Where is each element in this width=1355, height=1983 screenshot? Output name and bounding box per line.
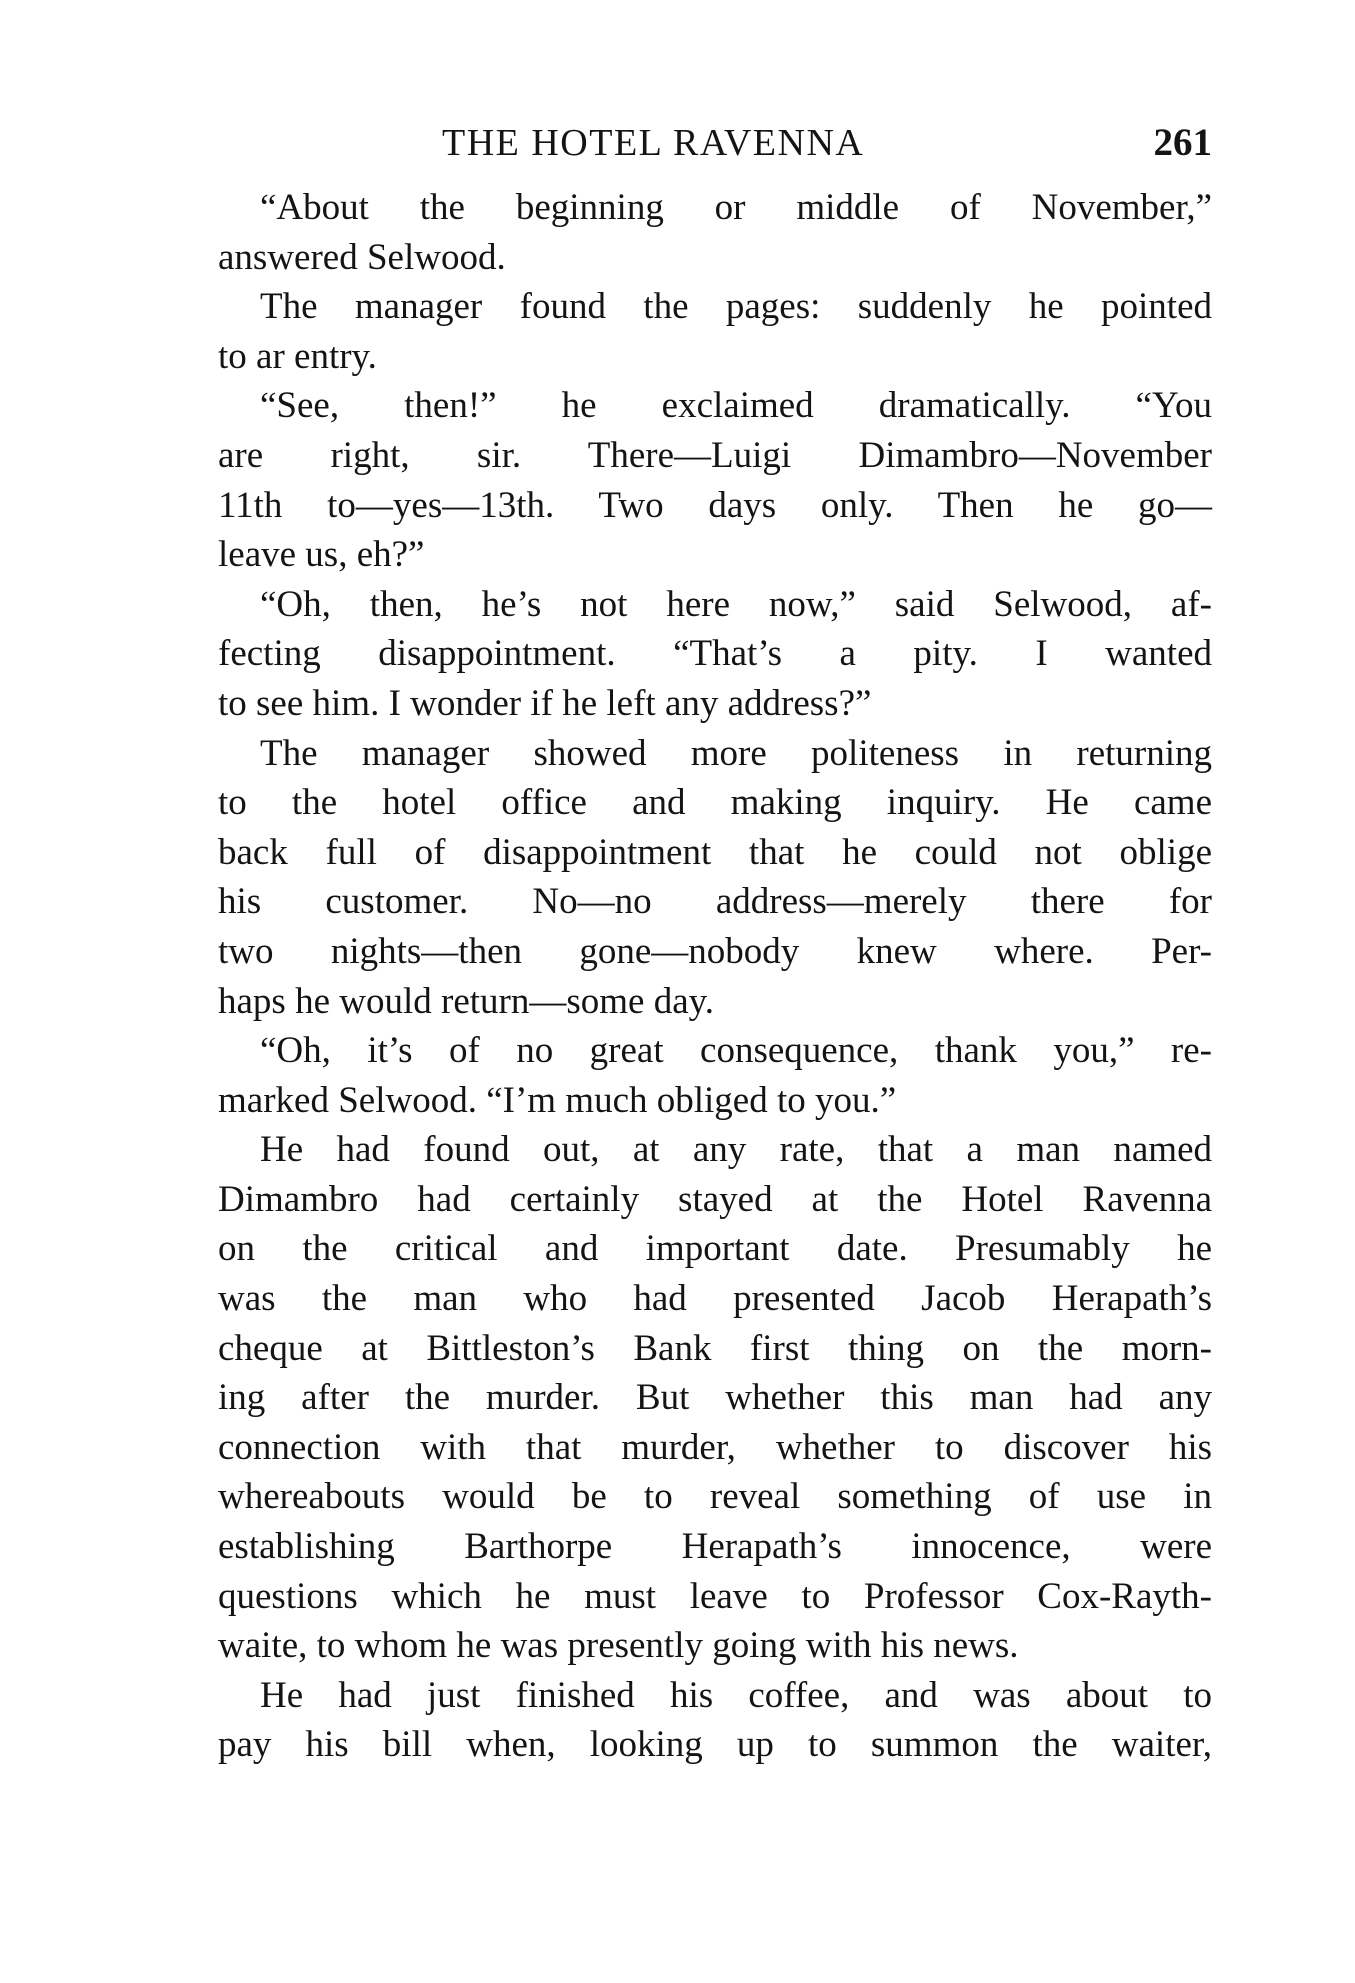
text-line: 11th to—yes—13th. Two days only. Then he go— bbox=[218, 484, 1212, 526]
text-line: to see him. I wonder if he left any address?” bbox=[218, 682, 872, 724]
text-line: haps he would return—some day. bbox=[218, 980, 714, 1022]
text-line: his customer. No—no address—merely there for bbox=[218, 881, 1212, 923]
text-line: back full of disappointment that he could not oblige bbox=[218, 831, 1212, 873]
running-title: THE HOTEL RAVENNA bbox=[442, 122, 865, 164]
text-line: to ar entry. bbox=[218, 335, 377, 377]
text-line: establishing Barthorpe Herapath’s innocence, were bbox=[218, 1526, 1212, 1568]
text-line: He had just finished his coffee, and was about to bbox=[260, 1674, 1212, 1716]
text-line: two nights—then gone—nobody knew where. Per- bbox=[218, 930, 1212, 972]
text-line: cheque at Bittleston’s Bank first thing on the morn- bbox=[218, 1327, 1212, 1369]
text-line: “See, then!” he exclaimed dramatically. “You bbox=[260, 385, 1212, 427]
text-line: “Oh, then, he’s not here now,” said Selwood, af- bbox=[260, 583, 1212, 625]
text-line: are right, sir. There—Luigi Dimambro—November bbox=[218, 434, 1212, 476]
text-line: Dimambro had certainly stayed at the Hotel Ravenna bbox=[218, 1178, 1212, 1220]
page-number: 261 bbox=[1153, 121, 1212, 164]
text-line: was the man who had presented Jacob Herapath’s bbox=[218, 1278, 1212, 1320]
text-line: pay his bill when, looking up to summon the waiter, bbox=[218, 1724, 1212, 1766]
text-line: connection with that murder, whether to discover his bbox=[218, 1426, 1212, 1468]
text-line: waite, to whom he was presently going with his news. bbox=[218, 1625, 1019, 1667]
body-text bbox=[218, 183, 1212, 1770]
text-line: questions which he must leave to Professor Cox-Rayth- bbox=[218, 1575, 1212, 1617]
text-line: whereabouts would be to reveal something of use in bbox=[218, 1476, 1212, 1518]
text-line: fecting disappointment. “That’s a pity. I wanted bbox=[218, 633, 1212, 675]
text-line: answered Selwood. bbox=[218, 236, 506, 278]
running-head bbox=[218, 118, 1212, 178]
text-line: marked Selwood. “I’m much obliged to you.” bbox=[218, 1079, 897, 1121]
text-line: The manager showed more politeness in returning bbox=[260, 732, 1212, 774]
text-line: “About the beginning or middle of November,” bbox=[260, 187, 1212, 228]
text-line: leave us, eh?” bbox=[218, 534, 425, 576]
text-line: The manager found the pages: suddenly he pointed bbox=[260, 286, 1212, 328]
text-line: to the hotel office and making inquiry. He came bbox=[218, 782, 1212, 824]
text-line: on the critical and important date. Presumably he bbox=[218, 1228, 1212, 1270]
text-line: ing after the murder. But whether this man had any bbox=[218, 1377, 1212, 1419]
text-line: “Oh, it’s of no great consequence, thank you,” re- bbox=[260, 1030, 1212, 1072]
text-line: He had found out, at any rate, that a man named bbox=[260, 1129, 1212, 1171]
